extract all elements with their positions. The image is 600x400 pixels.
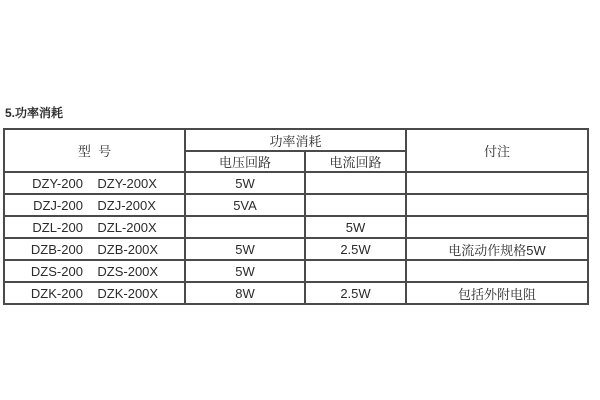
table-row [4,216,588,238]
cell-voltage: 5W [185,260,305,282]
cell-current [305,260,406,282]
cell-notes [406,260,588,282]
cell-model: DZL-200 DZL-200X [4,216,185,238]
cell-notes: 电流动作规格5W [406,238,588,260]
cell-current: 2.5W [305,238,406,260]
cell-notes [406,216,588,238]
table-header-row-1 [4,129,588,151]
table-row [4,238,588,260]
table-row [4,282,588,304]
cell-model: DZK-200 DZK-200X [4,282,185,304]
cell-current: 2.5W [305,282,406,304]
cell-voltage: 5W [185,172,305,194]
header-notes: 付注 [406,129,588,172]
table-row [4,260,588,282]
table-row [4,194,588,216]
power-consumption-table [3,128,589,305]
header-voltage-circuit: 电压回路 [185,151,305,172]
cell-current [305,172,406,194]
cell-current [305,194,406,216]
cell-model: DZB-200 DZB-200X [4,238,185,260]
section-title: 5.功率消耗 [5,106,64,120]
header-model: 型 号 [4,129,185,172]
table-row [4,172,588,194]
cell-voltage: 8W [185,282,305,304]
cell-model: DZS-200 DZS-200X [4,260,185,282]
cell-notes: 包括外附电阻 [406,282,588,304]
cell-model: DZJ-200 DZJ-200X [4,194,185,216]
cell-model: DZY-200 DZY-200X [4,172,185,194]
cell-notes [406,194,588,216]
cell-current: 5W [305,216,406,238]
cell-notes [406,172,588,194]
cell-voltage: 5W [185,238,305,260]
cell-voltage: 5VA [185,194,305,216]
header-power-consumption-group: 功率消耗 [185,129,406,151]
header-current-circuit: 电流回路 [305,151,406,172]
cell-voltage [185,216,305,238]
